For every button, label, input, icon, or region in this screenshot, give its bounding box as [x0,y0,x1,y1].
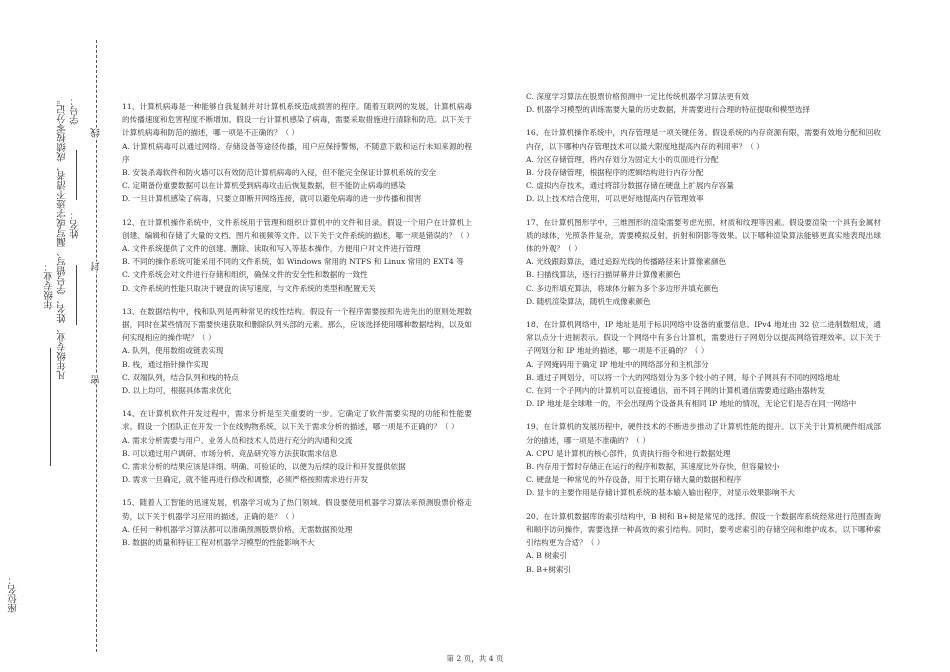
option-c: C. 需求分析的结果应该是详细、明确、可验证的，以便为后续的设计和开发提供依据 [122,462,406,472]
question-stem: 19、在计算机的发展历程中，硬件技术的不断进步推动了计算机性能的提升。以下关于计算机硬件组成部分的描述，哪一项是不准确的？（ ） [526,422,881,445]
question-20 [526,510,881,576]
option-d: D. 随机渲染算法，随机生成像素颜色 [526,296,651,306]
id-underline [76,150,77,200]
question-stem: 13、在数据结构中，栈和队列是两种常见的线性结构。假设有一个程序需要按照先进先出的原则处理数据，同时在某些情况下需要快速获取和删除队列头部的元素。那么，应该选择使用哪种数据结构，以及如何实现相应的操作呢？（ ） [122,306,472,343]
question-stem: 18、在计算机网络中，IP 地址是用于标识网络中设备的重要信息。IPv4 地址由 32 位二进制数组成，通常以点分十进制表示。假设一个网络中有多台计算机，需要进行子网划分以提高网络管理效率。以下关于子网划分和 IP 地址的描述，哪一项是不正确的？（ ） [526,320,881,356]
question-18 [526,318,881,410]
major-label: 年级专业： [44,262,55,310]
exam-notice: 凡年级专业、姓名、学号错写、漏写或字迹不清者，成绩按零分记。 [57,95,68,380]
option-c: C. 定期备份重要数据可以在计算机受到病毒攻击后恢复数据，但不能防止病毒的感染 [122,181,406,191]
option-c: C. 虚拟内存技术，通过将部分数据存储在硬盘上扩展内存容量 [526,181,734,191]
option-d: D. 文件系统的性能只取决于硬盘的读写速度，与文件系统的类型和配置无关 [122,283,376,293]
option-a: A. 计算机病毒可以通过网络、存储设备等途径传播，用户应保持警惕，不随意下载和运行未知来源的程序 [122,141,472,164]
option-a: A. 任何一种机器学习算法都可以准确预测股票价格，无需数据预处理 [122,524,353,534]
option-d: D. 需求一旦确定，就不能再进行修改和调整，必须严格按照需求进行开发 [122,475,369,485]
question-11 [122,100,472,206]
option-c: C. 硬盘是一种常见的外存设备，用于长期存储大量的数据和程序 [526,475,742,485]
question-19 [526,420,881,499]
question-stem: 11、计算机病毒是一种能够自我复制并对计算机系统造成损害的程序。随着互联网的发展，计算机病毒的传播速度和危害程度不断增加。假设一台计算机感染了病毒，需要采取措施进行清除和防范。以下关于计算机病毒和防范的描述，哪一项是不正确的？（ ） [122,102,472,138]
option-a: A. 子网掩码用于确定 IP 地址中的网络部分和主机部分 [526,359,709,369]
option-b: B. 内存用于暂时存储正在运行的程序和数据，其速度比外存快，但容量较小 [526,462,780,472]
option-b: B. 数据的质量和特征工程对机器学习模型的性能影响不大 [122,538,315,548]
option-a: A. 需求分析需要与用户、业务人员和技术人员进行充分的沟通和交流 [122,435,353,445]
option-d: D. 一旦计算机感染了病毒，只要立即断开网络连接，就可以避免病毒的进一步传播和损害 [122,194,422,204]
seal-mark-mi: 密 [91,375,102,385]
option-d: D. 机器学习模型的训练需要大量的历史数据，并需要进行合理的特征提取和模型选择 [526,105,811,115]
option-b: B. 可以通过用户调研、市场分析、竞品研究等方法获取需求信息 [122,448,338,458]
question-stem: 15、随着人工智能的迅速发展，机器学习成为了热门领域。假设要使用机器学习算法来预测股票价格走势，以下关于机器学习应用的描述，正确的是？（ ） [122,498,472,521]
option-c: C. 在同一个子网内的计算机可以直接通信，而不同子网的计算机通信需要通过路由器转发 [526,386,825,396]
question-stem: 12、在计算机操作系统中，文件系统用于管理和组织计算机中的文件和目录。假设一个用户在计算机上创建、编辑和存储了大量的文档、图片和视频等文件。以下关于文件系统的描述，哪一项是错误的？（ ） [122,217,474,240]
option-b: B. B+树索引 [526,564,572,574]
option-d: D. 以上技术结合使用，可以更好地提高内存管理效率 [526,194,704,204]
option-a: A. B 树索引 [526,551,568,561]
option-c: C. 双端队列，结合队列和栈的特点 [122,372,239,382]
option-b: B. 扫描线算法，逐行扫描屏幕并计算像素颜色 [526,270,681,280]
option-a: A. 队列，使用数组或链表实现 [122,346,224,356]
option-a: A. 光线跟踪算法，通过追踪光线的传播路径来计算像素颜色 [526,257,727,267]
page-number: 第 2 页，共 4 页 [446,654,504,663]
option-b: B. 分段存储管理，根据程序的逻辑结构进行内存分配 [526,168,704,178]
option-d: D. 以上均可，根据具体需求优化 [122,386,232,396]
question-stem: 20、在计算机数据库的索引结构中，B 树和 B+树是常见的选择。假设一个数据库系统经常进行范围查询和顺序访问操作，需要选择一种高效的索引结构。同时，要考虑索引的存储空间和维护成本。以下哪种索引结构更为合适？（ ） [526,511,881,548]
major-underline [50,348,51,466]
question-17 [526,216,881,308]
name-label: 姓名： [70,210,81,239]
option-d: D. IP 地址是全球唯一的，不会出现两个设备具有相同 IP 地址的情况，无论它们是否在同一网络中 [526,399,857,409]
option-c: C. 深度学习算法在股票价格预测中一定比传统机器学习算法更有效 [526,92,749,101]
question-stem: 17、在计算机图形学中，三维图形的渲染需要考虑光照、材质和纹理等因素。假设要渲染一个具有金属材质的球体，光照条件复杂，需要模拟反射、折射和阴影等效果。以下哪种渲染算法能够更真实地表现出球体的外观？（ ） [526,217,881,254]
question-13 [122,305,472,397]
option-b: B. 安装杀毒软件和防火墙可以有效防范计算机病毒的入侵，但不能完全保证计算机系统的安全 [122,168,437,178]
option-b: B. 不同的操作系统可能采用不同的文件系统，如 Windows 常用的 NTFS 和 Linux 常用的 EXT4 等 [122,257,464,267]
seal-mark-xian: 线 [91,128,102,138]
question-14 [122,407,472,486]
option-a: A. 文件系统提供了文件的创建、删除、读取和写入等基本操作，方便用户对文件进行管理 [122,244,421,254]
student-id-label: 学号： [70,96,81,125]
name-underline [76,265,77,325]
question-16 [526,126,881,205]
left-column [122,100,472,559]
option-c: C. 文件系统会对文件进行存储和组织，确保文件的安全性和数据的一致性 [122,270,368,280]
question-15 [122,496,472,549]
option-b: B. 栈，通过指针操作实现 [122,359,209,369]
seat-label: 座位名： [8,575,19,613]
option-a: A. CPU 是计算机的核心部件，负责执行指令和进行数据处理 [526,448,731,458]
option-d: D. 显卡的主要作用是存储计算机系统的基本输入输出程序，对显示效果影响不大 [526,488,795,498]
question-12 [122,216,472,295]
question-15-continued [526,90,881,116]
option-a: A. 分区存储管理，将内存划分为固定大小的页面进行分配 [526,154,719,164]
right-column [526,93,881,586]
question-stem: 14、在计算机软件开发过程中，需求分析是至关重要的一步。它确定了软件需要实现的功能和性能要求。假设一个团队正在开发一个在线购物系统，以下关于需求分析的描述，哪一项是不正确的？（ ） [122,409,472,432]
binding-margin [0,0,112,672]
seal-mark-feng: 封 [91,262,102,272]
option-b: B. 通过子网划分，可以将一个大的网络划分为多个较小的子网，每个子网具有不同的网络地址 [526,372,841,382]
question-stem: 16、在计算机操作系统中，内存管理是一项关键任务。假设系统的内存资源有限，需要有效地分配和回收内存，以下哪种内存管理技术可以最大限度地提高内存的利用率？（ ） [526,128,881,151]
option-c: C. 多边形填充算法，将球体分解为多个多边形并填充颜色 [526,283,719,293]
